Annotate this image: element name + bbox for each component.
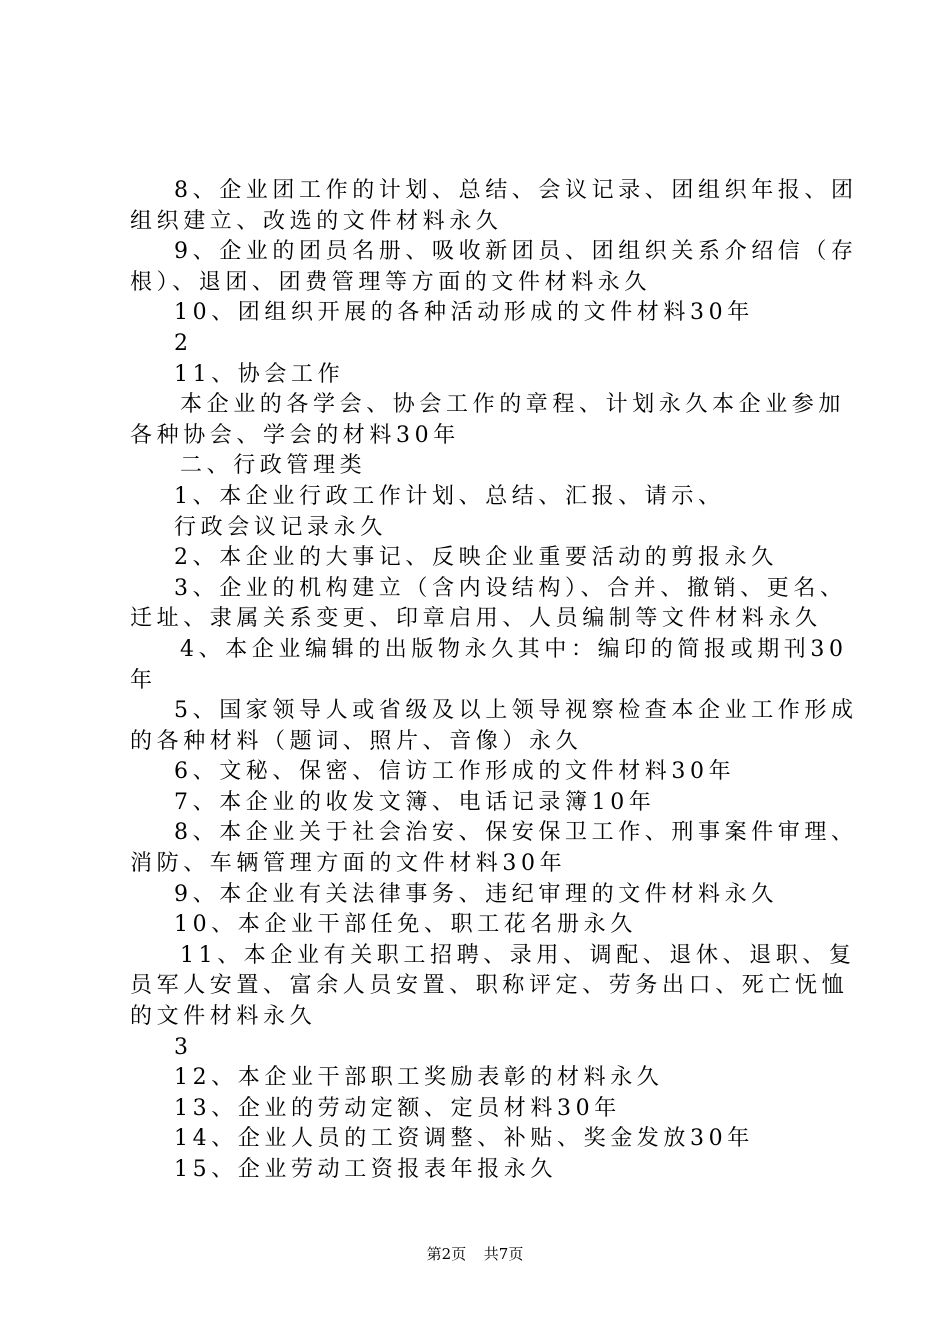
text-line: 3、企业的机构建立（含内设结构）、合并、撤销、更名、 — [174, 575, 847, 601]
text-line: 6、文秘、保密、信访工作形成的文件材料30年 — [174, 759, 736, 785]
text-line: 根）、退团、团费管理等方面的文件材料永久 — [130, 269, 652, 295]
text-line: 15、企业劳动工资报表年报永久 — [174, 1157, 557, 1182]
text-line: 迁址、隶属关系变更、印章启用、人员编制等文件材料永久 — [130, 606, 822, 632]
text-line: 9、企业的团员名册、吸收新团员、团组织关系介绍信（存 — [174, 239, 858, 265]
document-body — [130, 176, 858, 1186]
text-line: 2、本企业的大事记、反映企业重要活动的剪报永久 — [174, 545, 778, 571]
text-line: 1、本企业行政工作计划、总结、汇报、请示、 — [174, 483, 725, 509]
text-line: 行政会议记录永久 — [174, 514, 387, 540]
text-line: 10、本企业干部任免、职工花名册永久 — [174, 912, 637, 938]
text-line: 12、本企业干部职工奖励表彰的材料永久 — [174, 1065, 664, 1091]
page-total-label: 共7页 — [483, 1245, 524, 1263]
inline-page-number: 2 — [174, 330, 188, 356]
text-line: 本企业的各学会、协会工作的章程、计划永久本企业参加 — [180, 392, 846, 418]
text-line: 14、企业人员的工资调整、补贴、奖金发放30年 — [174, 1126, 754, 1152]
page-number-label: 第2页 — [426, 1245, 467, 1263]
text-line: 组织建立、改选的文件材料永久 — [130, 208, 503, 234]
page-footer — [0, 1244, 950, 1264]
text-line: 4、本企业编辑的出版物永久其中：编印的简报或期刊30 — [180, 636, 848, 662]
text-line: 年 — [130, 667, 157, 693]
text-line: 8、本企业关于社会治安、保安保卫工作、刑事案件审理、 — [174, 820, 858, 846]
text-line: 各种协会、学会的材料30年 — [130, 422, 460, 448]
text-line: 7、本企业的收发文簿、电话记录簿10年 — [174, 789, 656, 815]
text-line: 8、企业团工作的计划、总结、会议记录、团组织年报、团 — [174, 178, 858, 203]
text-line: 5、国家领导人或省级及以上领导视察检查本企业工作形成 — [174, 698, 858, 724]
text-line: 13、企业的劳动定额、定员材料30年 — [174, 1095, 621, 1121]
inline-page-number: 3 — [174, 1034, 188, 1060]
text-line: 的文件材料永久 — [130, 1004, 317, 1030]
text-line: 9、本企业有关法律事务、违纪审理的文件材料永久 — [174, 881, 778, 907]
text-line: 员军人安置、富余人员安置、职称评定、劳务出口、死亡怃恤 — [130, 973, 849, 999]
section-heading: 二、行政管理类 — [180, 453, 367, 479]
text-line: 11、本企业有关职工招聘、录用、调配、退休、退职、复 — [180, 942, 856, 968]
text-line: 的各种材料（题词、照片、音像）永久 — [130, 728, 583, 754]
text-line: 11、协会工作 — [174, 361, 345, 387]
text-line: 10、团组织开展的各种活动形成的文件材料30年 — [174, 300, 754, 326]
text-line: 消防、车辆管理方面的文件材料30年 — [130, 851, 567, 877]
